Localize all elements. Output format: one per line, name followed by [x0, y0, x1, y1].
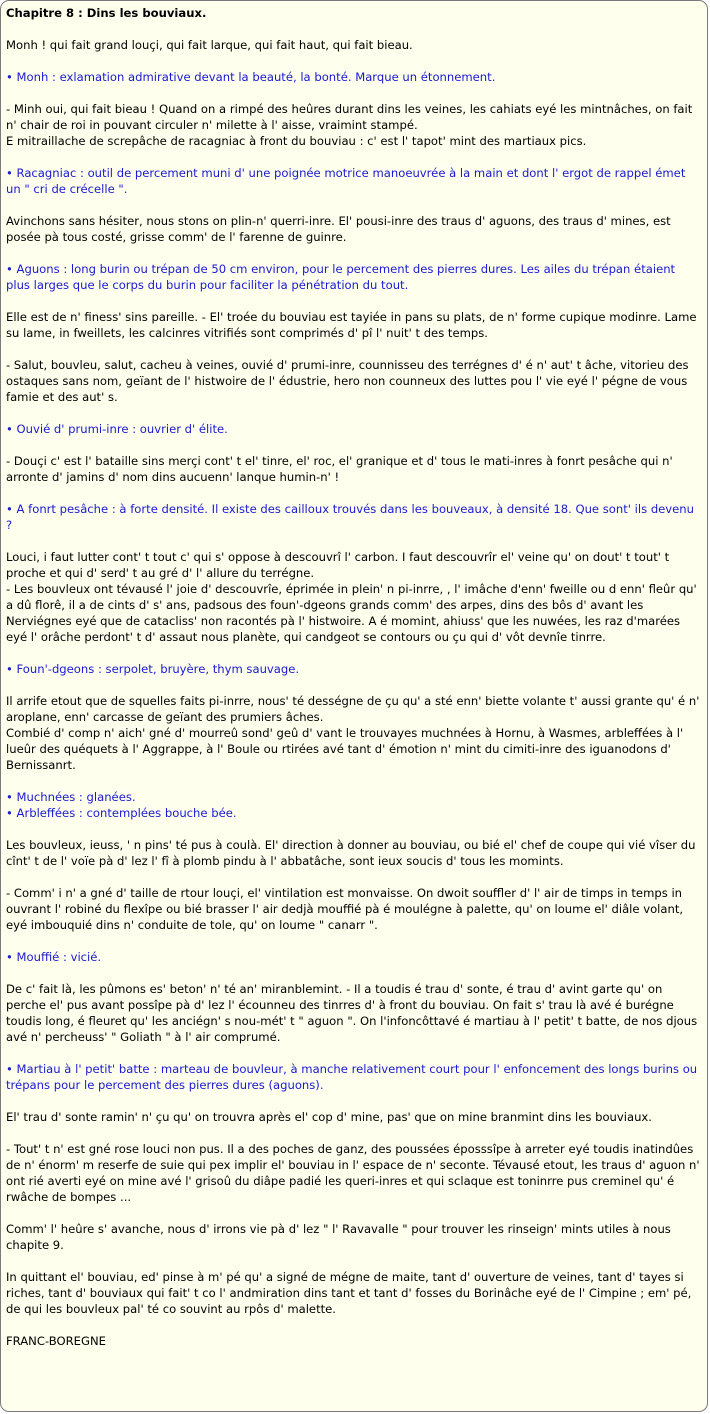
glossary-note: • Muchnées : glanées. • Arbleffées : contemplées bouche bée.	[6, 790, 237, 820]
paragraph: Louci, i faut lutter cont' t tout c' qui s' oppose à descouvrî l' carbon. I faut descouvrîr el' veine qu' on dout' t tout' t proche et qui d' serd' t au gré d' l' allure du terrégne. - Les bouvleux ont tévausé l' joie d' descouvrîe, éprimée in plein' n pi-inrre, , l' imâche d'enn' fweille ou d enn' fleûr qu' a dû florê, il a de cints d' s' ans, padsous des foun'-dgeons grands comm' des arpes, dins des bôs d' avant les Nerviégnes eyé que de catacliss' non racontés pà l' histwoire. A é momint, ahiuss' que les nuwées, les raz d'marées eyé l' orâche perdont' t d' assaut nous planète, qui candgeot se contours ou çu qui d' vôt devnîe tinrre.	[6, 550, 697, 644]
glossary-note: • Mouffié : vicié.	[6, 950, 102, 964]
author-signature: FRANC-BOREGNE	[6, 1334, 106, 1348]
paragraph: Monh ! qui fait grand louçi, qui fait larque, qui fait haut, qui fait bieau.	[6, 38, 413, 52]
paragraph: El' trau d' sonte ramin' n' çu qu' on trouvra après el' cop d' mine, pas' que on mine branmint dins les bouviaux.	[6, 1110, 652, 1124]
paragraph: De c' fait là, les pûmons es' beton' n' té an' miranblemint. - Il a toudis é trau d' sonte, é trau d' avint garte qu' on perche el' pus avant possîpe pà d' lez l' écounneu des tinrres d' à front du bouviau. On fait s' trau là avé é burégne toudis long, é fleuret qu' les anciégn' s nou-mét' t " aguon ". On l'infoncôttavé é martiau à l' petit' t batte, de nos djous avé n' percheuss' " Goliath " à l' air comprumé.	[6, 982, 698, 1044]
chapter-title: Chapitre 8 : Dins les bouviaux.	[6, 6, 207, 20]
paragraph: Comm' l' heûre s' avanche, nous d' irrons vie pà d' lez " l' Ravavalle " pour trouver les rinseign' mints utiles à nous chapite 9.	[6, 1222, 671, 1252]
paragraph: - Comm' i n' a gné d' taille de rtour louçi, el' vintilation est monvaisse. On dwoit souffler d' l' air de timps in temps in ouvrant l' robiné du flexîpe ou bié brasser l' air dedjà mouffié pà é moulégne à palette, qu' on loume el' diâle volant, eyé imbouquié dins n' conduite de tole, qu' on loume " canarr ".	[6, 886, 684, 932]
glossary-note: • Racagniac : outil de percement muni d' une poignée motrice manoeuvrée à la main et dont l' ergot de rappel émet un " cri de crécelle ".	[6, 166, 686, 196]
glossary-note: • Aguons : long burin ou trépan de 50 cm environ, pour le percement des pierres dures. Les ailes du trépan étaient plus larges que le corps du burin pour faciliter la pénétration du tout.	[6, 262, 676, 292]
paragraph: In quittant el' bouviau, ed' pinse à m' pé qu' a signé de mégne de maite, tant d' ouverture de veines, tant d' tayes si riches, tant d' bouviaux qui fait' t co l' andmiration dins tant et tant d' fosses du Borinâche eyé de l' Cimpine ; em' pé, de qui les bouvleux pal' té co souvint au rpôs d' malette.	[6, 1270, 692, 1316]
paragraph: Les bouvleux, ieuss, ' n pins' té pus à coulà. El' direction à donner au bouviau, ou bié el' chef de coupe qui vié vîser du cînt' t de l' voïe pà d' lez l' fî à plomb pindu à l' abbatâche, sont ieux soucis d' tous les momints.	[6, 838, 696, 868]
glossary-note: • Martiau à l' petit' batte : marteau de bouvleur, à manche relativement court pour l' enfoncement des longs burins ou trépans pour le percement des pierres dures (aguons).	[6, 1062, 698, 1092]
paragraph: Il arrife etout que de squelles faits pi-inrre, nous' té dességne de çu qu' a sté enn' biette volante t' aussi grante qu' é n' aroplane, enn' carcasse de geïant des prumiers âches. Combié d' comp n' aich' gné d' mourreû sond' geû d' vant le trouvayes muchnées à Hornu, à Wasmes, arbleffées à l' lueûr des quéquets à l' Aggrappe, à l' Boule ou rtirées avé tant d' émotion n' mint du cimiti-inre des iguanodons d' Bernissanrt.	[6, 694, 700, 772]
paragraph: - Salut, bouvleu, salut, cacheu à veines, ouvié d' prumi-inre, counnisseu des terrégnes d' é n' aut' t âche, vitorieu des ostaques sans nom, geïant de l' histwoire de l' édustrie, hero non counneux des luttes pou l' vie eyé l' pégne de vous famie et des aut' s.	[6, 358, 689, 404]
glossary-note: • A fonrt pesâche : à forte densité. Il existe des cailloux trouvés dans les bouveaux, à densité 18. Que sont' ils devenu ?	[6, 502, 694, 532]
paragraph: - Minh oui, qui fait bieau ! Quand on a rimpé des heûres durant dins les veines, les cahiats eyé les mintnâches, on fait n' chair de roi in pouvant circuler n' milette à l' aisse, vraimint stampé. E mitraillache de screpâche de racagniac à front du bouviau : c' est l' tapot' mint des martiaux pics.	[6, 102, 693, 148]
paragraph: - Douçi c' est l' bataille sins merçi cont' t el' tinre, el' roc, el' granique et d' tous le mati-inres à fonrt pesâche qui n' arronte d' jamins d' nom dins aucuenn' lanque humin-n' !	[6, 454, 673, 484]
glossary-note: • Foun'-dgeons : serpolet, bruyère, thym sauvage.	[6, 662, 300, 676]
paragraph: Avinchons sans hésiter, nous stons on plin-n' querri-inre. El' pousi-inre des traus d' aguons, des traus d' mines, est posée pà tous costé, grisse comm' de l' farenne de guinre.	[6, 214, 671, 244]
glossary-note: • Monh : exlamation admirative devant la beauté, la bonté. Marque un étonnement.	[6, 70, 496, 84]
glossary-note: • Ouvié d' prumi-inre : ouvrier d' élite.	[6, 422, 228, 436]
paragraph: Elle est de n' finess' sins pareille. - El' troée du bouviau est tayiée in pans su plats, de n' forme cupique modinre. Lame su lame, in fweillets, les calcinres vitrifiés sont comprimés d' pî l' nuit' t des temps.	[6, 310, 697, 340]
paragraph: - Tout' t n' est gné rose louci non pus. Il a des poches de ganz, des poussées éposssîpe à arreter eyé toudis inatindûes de n' énorm' m reserfe de suie qui pex implir el' bouviau in l' espace de n' seconte. Tévausé etout, les traus d' aguon n' ont rié averti eyé on mine avé l' grisoû du diâpe padié les queri-inres et qui sclaque est toninrre pus creminel qu' é rwâche de bompes ...	[6, 1142, 700, 1204]
